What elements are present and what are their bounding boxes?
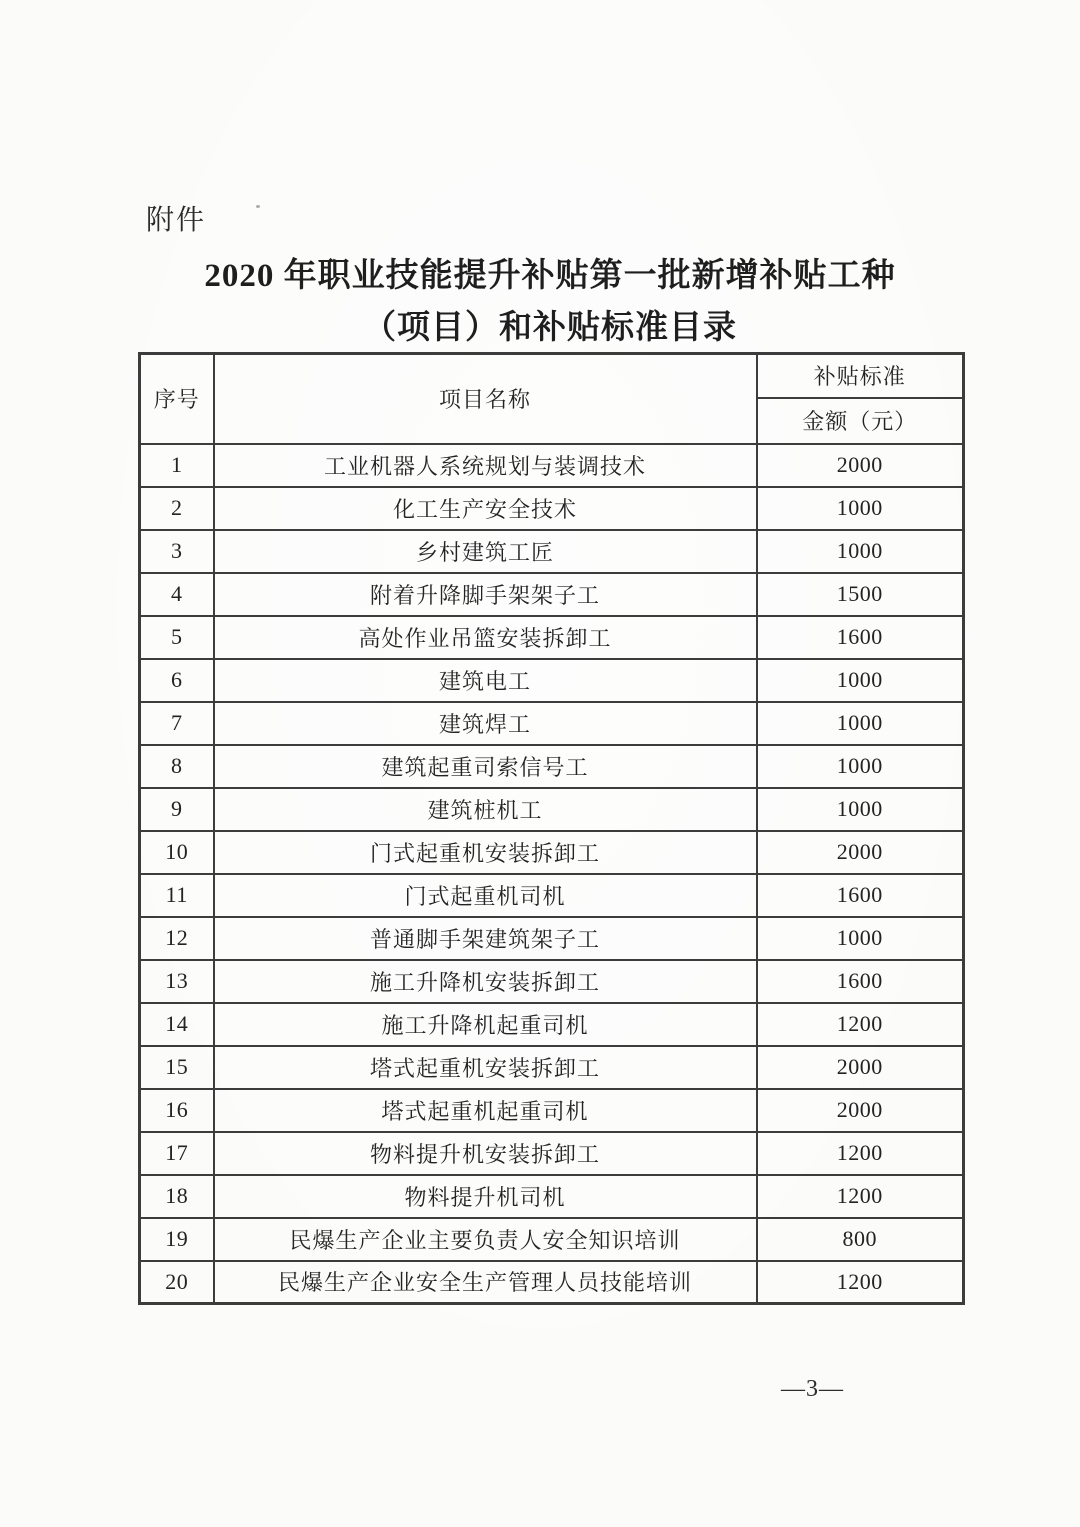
row-subsidy-amount: 1600	[757, 960, 964, 1003]
row-project-name: 民爆生产企业主要负责人安全知识培训	[214, 1218, 757, 1261]
table-row	[140, 1046, 964, 1089]
row-subsidy-amount: 2000	[757, 444, 964, 487]
row-project-name: 建筑电工	[214, 659, 757, 702]
table-row	[140, 444, 964, 487]
row-subsidy-amount: 800	[757, 1218, 964, 1261]
row-subsidy-amount: 1000	[757, 659, 964, 702]
table-row	[140, 659, 964, 702]
row-project-name: 民爆生产企业安全生产管理人员技能培训	[214, 1261, 757, 1304]
row-serial: 19	[140, 1218, 214, 1261]
table-row	[140, 573, 964, 616]
row-project-name: 物料提升机安装拆卸工	[214, 1132, 757, 1175]
row-project-name: 施工升降机起重司机	[214, 1003, 757, 1046]
row-serial: 13	[140, 960, 214, 1003]
header-project-name: 项目名称	[214, 354, 757, 444]
row-serial: 5	[140, 616, 214, 659]
table-row	[140, 1218, 964, 1261]
row-serial: 2	[140, 487, 214, 530]
row-serial: 20	[140, 1261, 214, 1304]
row-project-name: 塔式起重机安装拆卸工	[214, 1046, 757, 1089]
title-line-2: （项目）和补贴标准目录	[363, 310, 737, 346]
row-serial: 7	[140, 702, 214, 745]
row-project-name: 塔式起重机起重司机	[214, 1089, 757, 1132]
row-subsidy-amount: 2000	[757, 831, 964, 874]
row-project-name: 施工升降机安装拆卸工	[214, 960, 757, 1003]
row-serial: 18	[140, 1175, 214, 1218]
row-serial: 11	[140, 874, 214, 917]
row-subsidy-amount: 1000	[757, 917, 964, 960]
row-project-name: 化工生产安全技术	[214, 487, 757, 530]
row-project-name: 附着升降脚手架架子工	[214, 573, 757, 616]
table-row	[140, 1003, 964, 1046]
document-title	[138, 250, 962, 354]
row-serial: 12	[140, 917, 214, 960]
header-subsidy-standard: 补贴标准	[757, 354, 964, 398]
row-project-name: 高处作业吊篮安装拆卸工	[214, 616, 757, 659]
table-row	[140, 616, 964, 659]
table-row	[140, 1132, 964, 1175]
row-serial: 6	[140, 659, 214, 702]
row-project-name: 普通脚手架建筑架子工	[214, 917, 757, 960]
table-row	[140, 1261, 964, 1304]
row-subsidy-amount: 1200	[757, 1175, 964, 1218]
table-row	[140, 487, 964, 530]
row-project-name: 物料提升机司机	[214, 1175, 757, 1218]
table-row	[140, 960, 964, 1003]
row-serial: 16	[140, 1089, 214, 1132]
row-serial: 1	[140, 444, 214, 487]
row-project-name: 门式起重机司机	[214, 874, 757, 917]
row-subsidy-amount: 2000	[757, 1089, 964, 1132]
row-subsidy-amount: 1200	[757, 1261, 964, 1304]
row-subsidy-amount: 2000	[757, 1046, 964, 1089]
row-serial: 15	[140, 1046, 214, 1089]
row-serial: 10	[140, 831, 214, 874]
row-subsidy-amount: 1000	[757, 487, 964, 530]
header-serial: 序号	[140, 354, 214, 444]
table-row	[140, 530, 964, 573]
table-row	[140, 745, 964, 788]
row-subsidy-amount: 1200	[757, 1132, 964, 1175]
row-serial: 17	[140, 1132, 214, 1175]
row-serial: 4	[140, 573, 214, 616]
table-row	[140, 917, 964, 960]
table-row	[140, 1089, 964, 1132]
table-header	[140, 354, 964, 444]
table-row	[140, 1175, 964, 1218]
row-project-name: 门式起重机安装拆卸工	[214, 831, 757, 874]
row-project-name: 乡村建筑工匠	[214, 530, 757, 573]
table-row	[140, 831, 964, 874]
row-subsidy-amount: 1000	[757, 788, 964, 831]
row-subsidy-amount: 1000	[757, 702, 964, 745]
header-amount-unit: 金额（元）	[757, 398, 964, 444]
table-row	[140, 702, 964, 745]
page-number: —3—	[781, 1376, 844, 1402]
row-subsidy-amount: 1600	[757, 874, 964, 917]
row-subsidy-amount: 1000	[757, 530, 964, 573]
row-project-name: 建筑起重司索信号工	[214, 745, 757, 788]
row-serial: 3	[140, 530, 214, 573]
row-subsidy-amount: 1600	[757, 616, 964, 659]
row-subsidy-amount: 1000	[757, 745, 964, 788]
row-subsidy-amount: 1500	[757, 573, 964, 616]
scan-speck	[256, 205, 260, 208]
title-line-1: 2020 年职业技能提升补贴第一批新增补贴工种	[204, 258, 896, 294]
row-serial: 8	[140, 745, 214, 788]
table-row	[140, 874, 964, 917]
row-serial: 9	[140, 788, 214, 831]
subsidy-table	[138, 352, 965, 1305]
table-body	[140, 444, 964, 1304]
row-serial: 14	[140, 1003, 214, 1046]
table-row	[140, 788, 964, 831]
row-subsidy-amount: 1200	[757, 1003, 964, 1046]
row-project-name: 工业机器人系统规划与装调技术	[214, 444, 757, 487]
attachment-label: 附件	[146, 205, 207, 236]
row-project-name: 建筑焊工	[214, 702, 757, 745]
row-project-name: 建筑桩机工	[214, 788, 757, 831]
